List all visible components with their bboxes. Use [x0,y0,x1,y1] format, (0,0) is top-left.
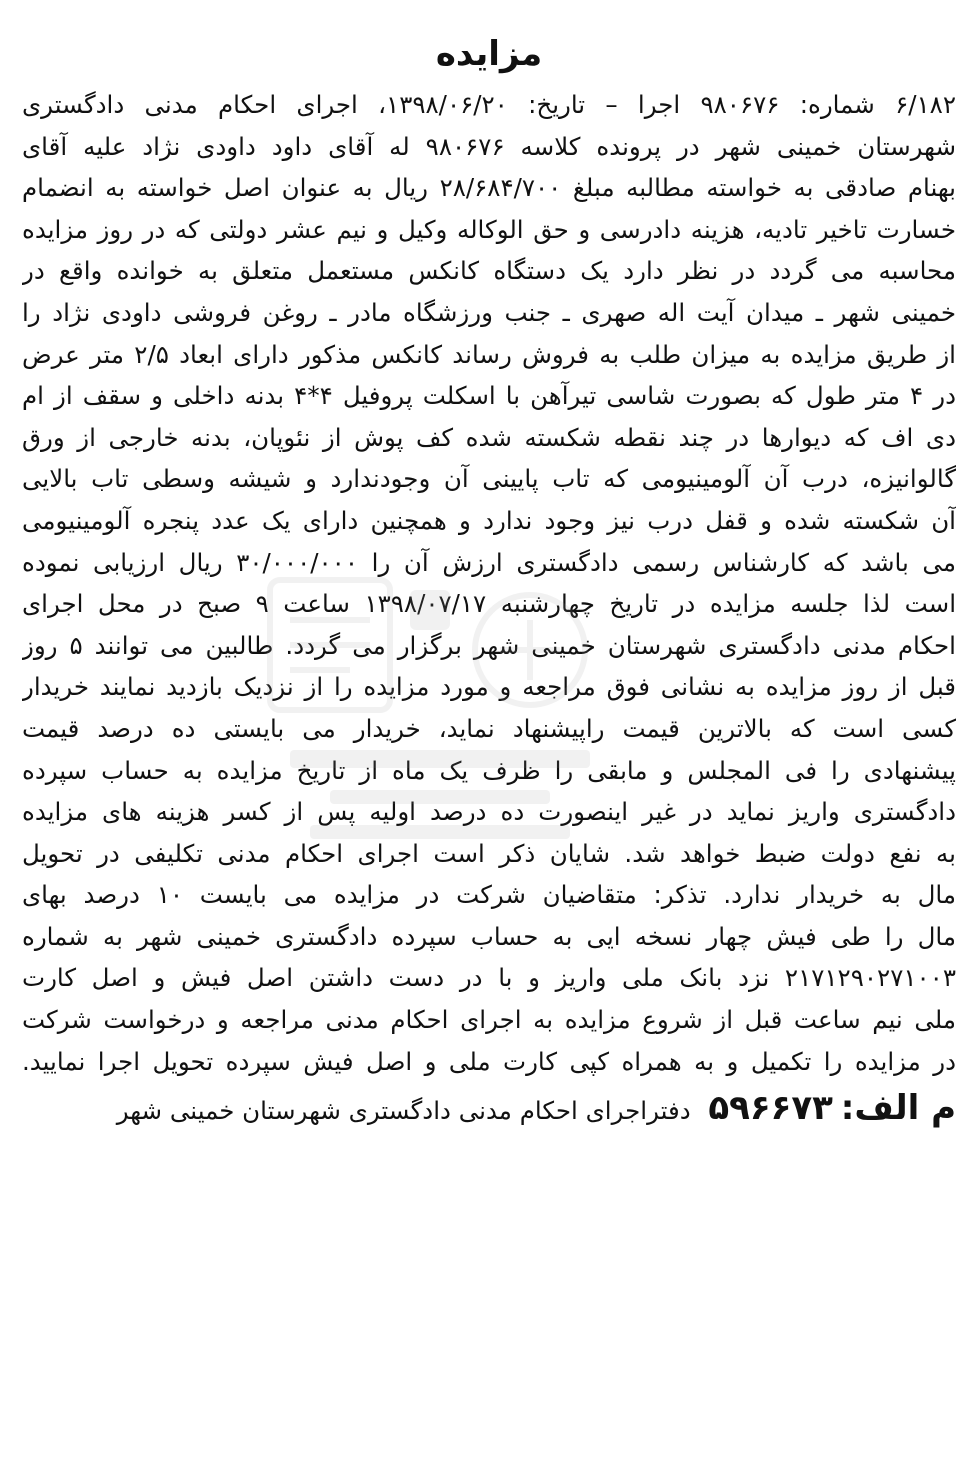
notice-line: در ۴ متر طول که بصورت شاسی تیرآهن با اسکلت پروفیل ۴*۴ بدنه داخلی و سقف از ام [22,381,956,411]
notice-line: می باشد که کارشناس رسمی دادگستری ارزش آن را ۳۰/۰۰۰/۰۰۰ ریال ارزیابی نموده [22,547,956,577]
notice-line: بهنام صادقی به خواسته مطالبه مبلغ ۲۸/۶۸۴/۷۰۰ ریال به عنوان اصل خواسته به انضمام [22,173,956,203]
reference-number: ۵۹۶۶۷۳ [708,1088,833,1129]
notice-line: است لذا جلسه مزایده در تاریخ چهارشنبه ۱۳۹۸/۰۷/۱۷ ساعت ۹ صبح در محل اجرای [22,589,956,619]
notice-line: در مزایده را تکمیل و به همراه کپی کارت ملی و اصل فیش سپرده تحویل اجرا نمایید. [22,1046,956,1076]
issuing-office: دفتراجرای احکام مدنی دادگستری شهرستان خمینی شهر [116,1096,691,1126]
notice-line: گالوانیزه، درب آن آلومینیومی که تاب پایینی آن وجودندارد و شیشه وسطی تاب بالایی [22,464,956,494]
notice-line: خمینی شهر ـ میدان آیت اله صهری ـ جنب ورزشگاه مادر ـ روغن فروشی داودی نژاد را [22,297,956,327]
notice-line: کسی است که بالاترین قیمت راپیشنهاد نماید، خریدار می بایستی ده درصد قیمت [22,713,956,743]
notice-line: ۲۱۷۱۲۹۰۲۷۱۰۰۳ نزد بانک ملی واریز و با در دست داشتن اصل فیش و اصل کارت [22,963,956,993]
notice-line: خسارت تاخیر تادیه، هزینه دادرسی و حق الوکاله وکیل و نیم عشر دولتی که در روز مزایده [22,214,956,244]
notice-footer [22,1086,956,1133]
notice-line: آن شکسته شده و قفل درب نیز وجود ندارد و همچنین دارای یک عدد پنجره آلومینیومی [22,505,956,535]
notice-line: دی اف که دیوارها در چند نقطه شکسته شده کف پوش از نئوپان، بدنه خارجی از ورق [22,422,956,452]
notice-line: از طریق مزایده به میزان طلب به فروش رساند کانکس مذکور دارای ابعاد ۲/۵ متر عرض [22,339,956,369]
notice-line: ملی نیم ساعت قبل از شروع مزایده به اجرای احکام مدنی مراجعه و درخواست شرکت [22,1005,956,1035]
notice-line: قبل از روز مزایده به نشانی فوق مراجعه و مورد مزایده را از نزدیک بازدید نمایند خریدار [22,672,956,702]
notice-line: مال را طی فیش چهار نسخه ایی به حساب سپرده دادگستری خمینی شهر به شماره [22,921,956,951]
notice-line: دادگستری واریز نماید در غیر اینصورت ده درصد اولیه پس از کسر هزینه های مزایده [22,797,956,827]
notice-line: احکام مدنی دادگستری شهرستان خمینی شهر برگزار می گردد. طالبین می توانند ۵ روز [22,630,956,660]
reference-label: م الف: [840,1088,956,1129]
notice-line: به نفع دولت ضبط خواهد شد. شایان ذکر است اجرای احکام مدنی تکلیفی در تحویل [22,838,956,868]
notice-line: ۶/۱۸۲ شماره: ۹۸۰۶۷۶ اجرا – تاریخ: ۱۳۹۸/۰۶/۲۰، اجرای احکام مدنی دادگستری [22,90,956,119]
notice-title: مزایده [435,34,543,74]
notice-line: شهرستان خمینی شهر در پرونده کلاسه ۹۸۰۶۷۶ له آقای داود داودی نژاد علیه آقای [22,131,956,161]
notice-line: مال به خریدار ندارد. تذکر: متقاضیان شرکت در مزایده می بایست ۱۰ درصد بهای [22,880,956,910]
notice-body [22,84,956,1082]
notice-line: پیشنهادی را فی المجلس و مابقی را ظرف یک ماه از تاریخ مزایده به حساب سپرده [22,755,956,785]
notice-line: محاسبه می گردد در نظر دارد یک دستگاه کانکس مستعمل متعلق به خوانده واقع در [22,256,956,286]
